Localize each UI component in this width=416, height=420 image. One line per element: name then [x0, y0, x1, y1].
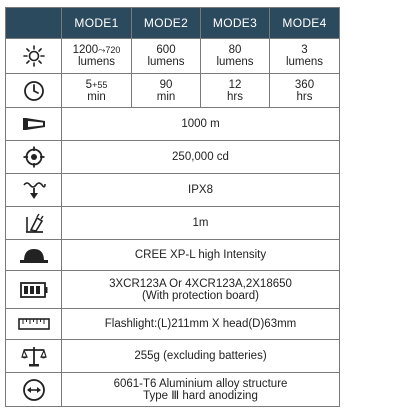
- beam-distance-icon: [6, 108, 62, 141]
- dimensions-row: [6, 309, 340, 340]
- mode3-output: [201, 39, 270, 74]
- material-line1: 6061-T6 Aluminium alloy structure: [113, 377, 288, 390]
- led-row: [6, 240, 340, 271]
- battery-icon: [6, 271, 62, 309]
- battery-line1: 3XCR123A Or 4XCR123A,2X18650: [109, 277, 292, 290]
- mode1-runtime-a: 5: [85, 78, 93, 91]
- battery-value: [62, 271, 340, 309]
- mode1-runtime: [62, 74, 132, 108]
- mode3-output-unit: lumens: [216, 56, 254, 68]
- mode3-output-value: 80: [228, 44, 242, 56]
- battery-row: [6, 271, 340, 309]
- led-value: CREE XP-L high Intensity: [62, 240, 340, 271]
- ruler-icon: [6, 309, 62, 340]
- mode1-output: [62, 39, 132, 74]
- mode1-output-unit: lumens: [77, 56, 116, 68]
- waterproof-row: [6, 174, 340, 207]
- peak-intensity-target-icon: [6, 141, 62, 174]
- material-value: [62, 373, 340, 407]
- runtime-clock-icon: [6, 74, 62, 108]
- led-dome-icon: [6, 240, 62, 271]
- dimensions-value: Flashlight:(L)211mm X head(D)63mm: [62, 309, 340, 340]
- intensity-row: [6, 141, 340, 174]
- mode4-runtime-value: 360: [294, 78, 315, 91]
- mode1-runtime-unit: min: [87, 90, 106, 103]
- waterproof-icon: [6, 174, 62, 207]
- mode4-output: [270, 39, 340, 74]
- mode3-runtime: [201, 74, 270, 108]
- brightness-sun-icon: [6, 39, 62, 74]
- mode2-runtime: [132, 74, 201, 108]
- impact-row: [6, 207, 340, 240]
- mode2-output-value: 600: [156, 44, 176, 56]
- weight-value: 255g (excluding batteries): [62, 340, 340, 373]
- spec-table: [5, 7, 340, 407]
- mode1-output-high: 1200: [72, 44, 99, 56]
- mode1-runtime-b: +55: [92, 79, 108, 90]
- mode2-header: MODE2: [132, 8, 201, 39]
- mode1-output-arrow: ⤳: [98, 45, 106, 55]
- waterproof-value: IPX8: [62, 174, 340, 207]
- double-arrow-circle-icon: [6, 373, 62, 407]
- beam-distance-value: 1000 m: [62, 108, 340, 141]
- mode1-output-low: 720: [105, 45, 121, 55]
- beam-distance-row: [6, 108, 340, 141]
- mode2-output-unit: lumens: [147, 56, 185, 68]
- spec-sheet: [5, 7, 339, 407]
- mode4-runtime-unit: hrs: [296, 90, 313, 103]
- mode4-header: MODE4: [270, 8, 340, 39]
- impact-resistance-icon: [6, 207, 62, 240]
- material-line2: Type Ⅲ hard anodizing: [143, 389, 258, 402]
- mode1-header: MODE1: [62, 8, 132, 39]
- mode4-runtime: [270, 74, 340, 108]
- impact-value: 1m: [62, 207, 340, 240]
- battery-line2: (With protection board): [142, 289, 259, 302]
- header-corner: [6, 8, 62, 39]
- mode4-output-unit: lumens: [285, 56, 324, 68]
- balance-scale-icon: [6, 340, 62, 373]
- intensity-value: 250,000 cd: [62, 141, 340, 174]
- mode2-output: [132, 39, 201, 74]
- runtime-row: [6, 74, 340, 108]
- output-row: [6, 39, 340, 74]
- mode2-runtime-unit: min: [156, 90, 176, 103]
- mode2-runtime-value: 90: [159, 78, 173, 91]
- weight-row: [6, 340, 340, 373]
- mode3-runtime-value: 12: [228, 78, 242, 91]
- material-row: [6, 373, 340, 407]
- mode3-header: MODE3: [201, 8, 270, 39]
- mode3-runtime-unit: hrs: [227, 90, 243, 103]
- mode4-output-value: 3: [301, 44, 308, 56]
- mode-header-row: [6, 8, 340, 39]
